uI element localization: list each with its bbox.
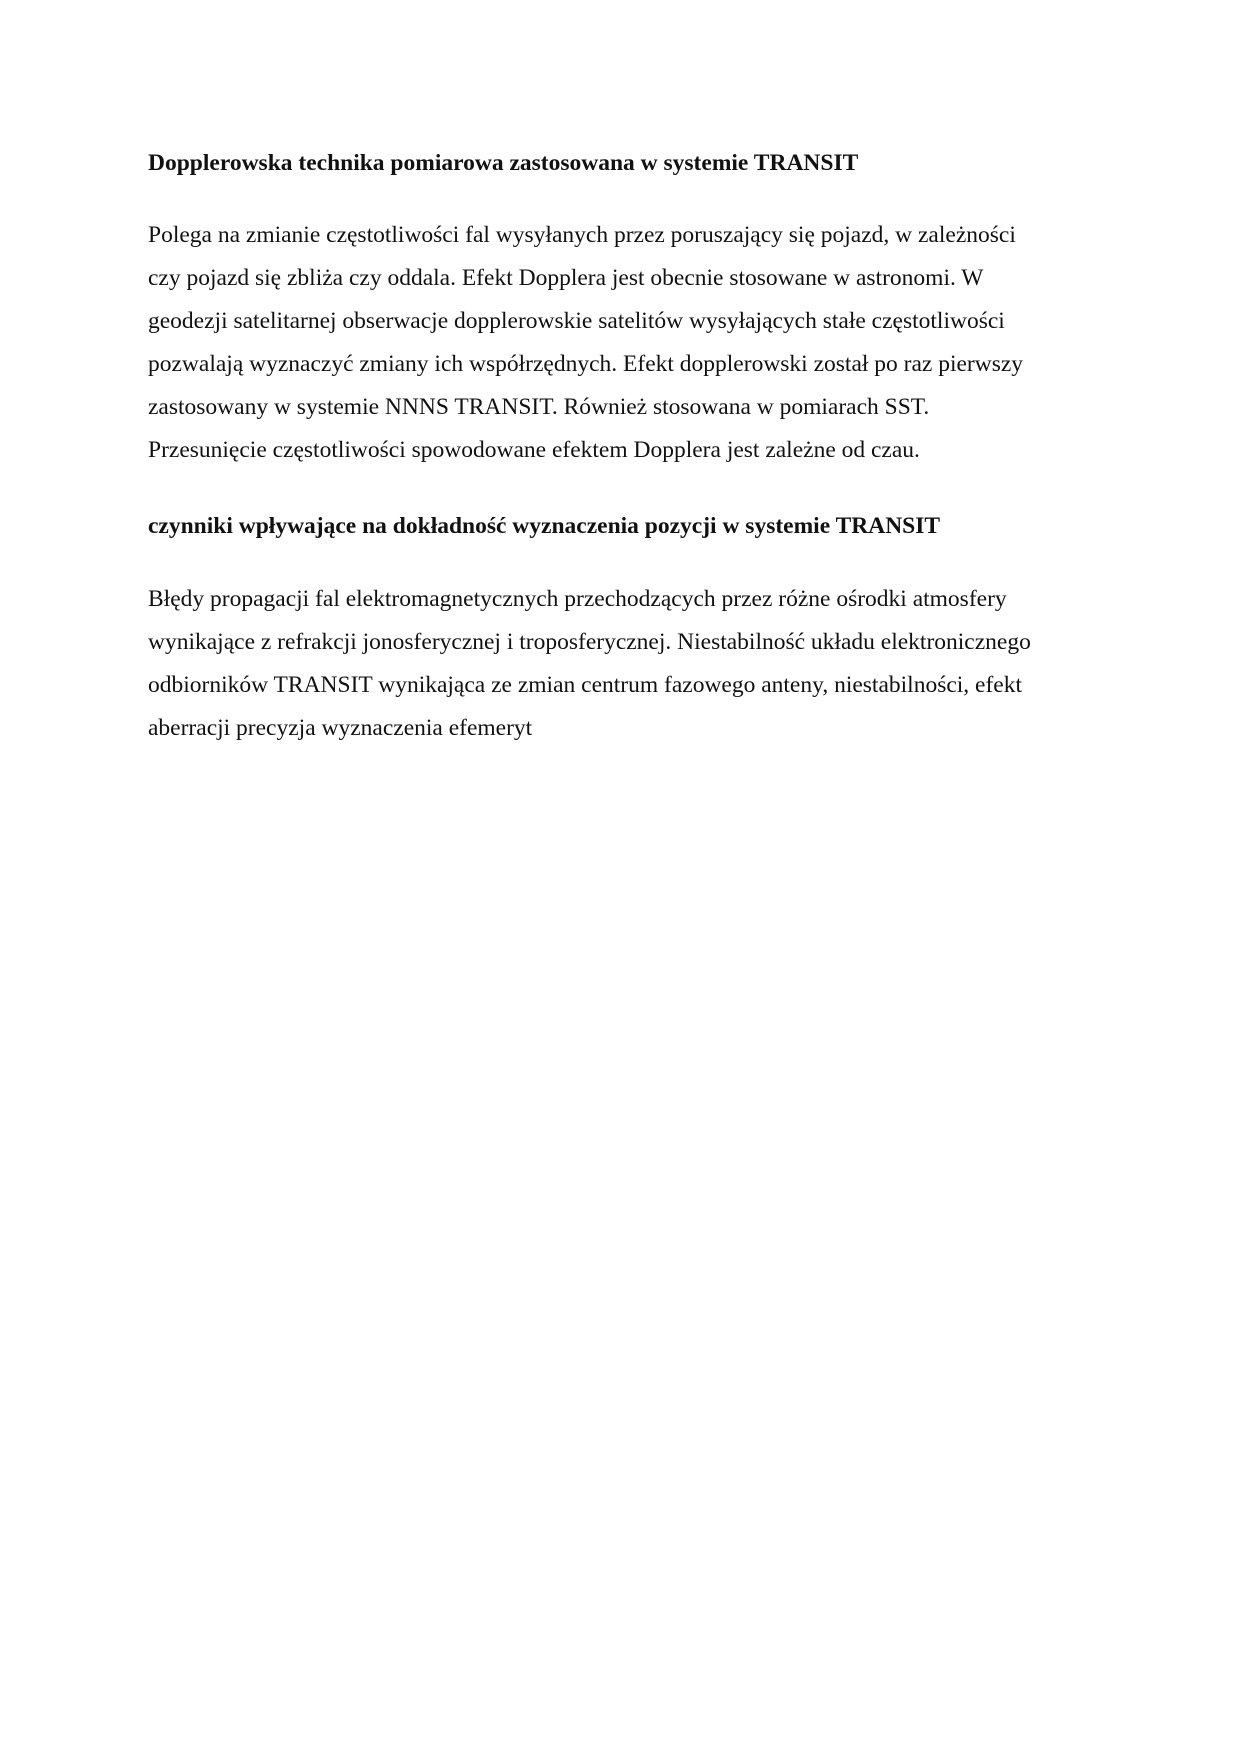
document-content: [148, 146, 1092, 750]
text-line: aberracji precyzja wyznaczenia efemeryt: [148, 715, 533, 741]
text-line: Polega na zmianie częstotliwości fal wysyłanych przez poruszający się pojazd, w zależności: [148, 222, 1016, 248]
text-line: geodezji satelitarnej obserwacje dopplerowskie satelitów wysyłających stałe częstotliwości: [148, 308, 1005, 334]
paragraph-accuracy-factors: [148, 578, 1092, 750]
text-line: pozwalają wyznaczyć zmiany ich współrzędnych. Efekt dopplerowski został po raz pierwszy: [148, 351, 1024, 377]
text-line: Błędy propagacji fal elektromagnetycznych przechodzących przez różne ośrodki atmosfery: [148, 586, 1007, 612]
text-line: odbiorników TRANSIT wynikająca ze zmian centrum fazowego anteny, niestabilności, efekt: [148, 672, 1023, 698]
text-line: wynikające z refrakcji jonosferycznej i troposferycznej. Niestabilność układu elektronicznego: [148, 629, 1031, 655]
text-line: zastosowany w systemie NNNS TRANSIT. Również stosowana w pomiarach SST.: [148, 394, 930, 420]
text-line: czy pojazd się zbliża czy oddala. Efekt Dopplera jest obecnie stosowane w astronomi. W: [148, 265, 984, 291]
paragraph-doppler: [148, 214, 1092, 472]
text-line: Przesunięcie częstotliwości spowodowane efektem Dopplera jest zależne od czau.: [148, 437, 920, 463]
section-heading-doppler: Dopplerowska technika pomiarowa zastosowana w systemie TRANSIT: [148, 150, 859, 176]
section-heading-accuracy-factors: czynniki wpływające na dokładność wyznaczenia pozycji w systemie TRANSIT: [148, 513, 941, 539]
